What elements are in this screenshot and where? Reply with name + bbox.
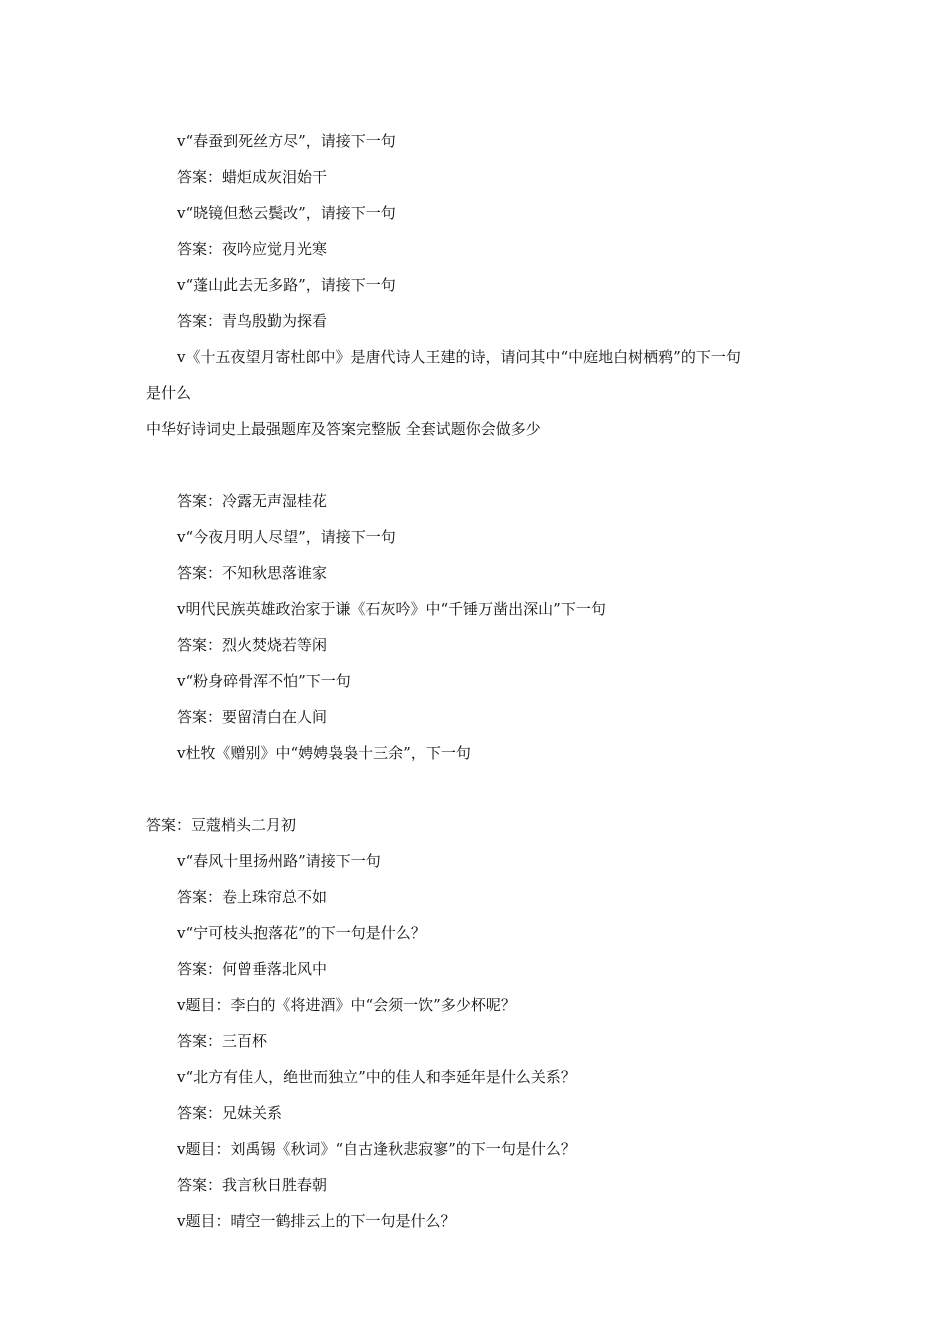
answer-line: 答案：兄妹关系 <box>177 1104 283 1122</box>
question-line: v《十五夜望月寄杜郎中》是唐代诗人王建的诗，请问其中“中庭地白树栖鸦”的下一句 <box>177 348 741 366</box>
question-line: v“蓬山此去无多路”，请接下一句 <box>177 276 396 294</box>
question-line: v杜牧《赠别》中“娉娉袅袅十三余”，下一句 <box>177 744 471 762</box>
answer-line: 答案：卷上珠帘总不如 <box>177 888 328 906</box>
question-line: v明代民族英雄政治家于谦《石灰吟》中“千锤万凿出深山”下一句 <box>177 600 606 618</box>
answer-line: 答案：青鸟殷勤为探看 <box>177 312 328 330</box>
answer-line: 答案：蜡炬成灰泪始干 <box>177 168 328 186</box>
question-line: v“春蚕到死丝方尽”，请接下一句 <box>177 132 396 150</box>
question-line: v“宁可枝头抱落花”的下一句是什么？ <box>177 924 426 942</box>
question-line: v“春风十里扬州路”请接下一句 <box>177 852 381 870</box>
answer-line: 答案：何曾垂落北风中 <box>177 960 328 978</box>
question-line: v“北方有佳人，绝世而独立”中的佳人和李延年是什么关系？ <box>177 1068 576 1086</box>
question-line-continued: 是什么 <box>146 384 192 402</box>
answer-line: 答案：豆蔻梢头二月初 <box>146 816 297 834</box>
answer-line: 答案：不知秋思落谁家 <box>177 564 328 582</box>
answer-line: 答案：夜吟应觉月光寒 <box>177 240 328 258</box>
question-line: v“今夜月明人尽望”，请接下一句 <box>177 528 396 546</box>
answer-line: 答案：我言秋日胜春朝 <box>177 1176 328 1194</box>
question-line: v“晓镜但愁云鬓改”，请接下一句 <box>177 204 396 222</box>
document-title-line: 中华好诗词史上最强题库及答案完整版 全套试题你会做多少 <box>146 420 541 438</box>
question-line: v题目：晴空一鹤排云上的下一句是什么？ <box>177 1212 456 1230</box>
answer-line: 答案：冷露无声湿桂花 <box>177 492 328 510</box>
answer-line: 答案：要留清白在人间 <box>177 708 328 726</box>
question-line: v题目：李白的《将进酒》中“会须一饮”多少杯呢？ <box>177 996 516 1014</box>
answer-line: 答案：烈火焚烧若等闲 <box>177 636 328 654</box>
answer-line: 答案：三百杯 <box>177 1032 268 1050</box>
question-line: v“粉身碎骨浑不怕”下一句 <box>177 672 351 690</box>
question-line: v题目：刘禹锡《秋词》“自古逢秋悲寂寥”的下一句是什么？ <box>177 1140 576 1158</box>
